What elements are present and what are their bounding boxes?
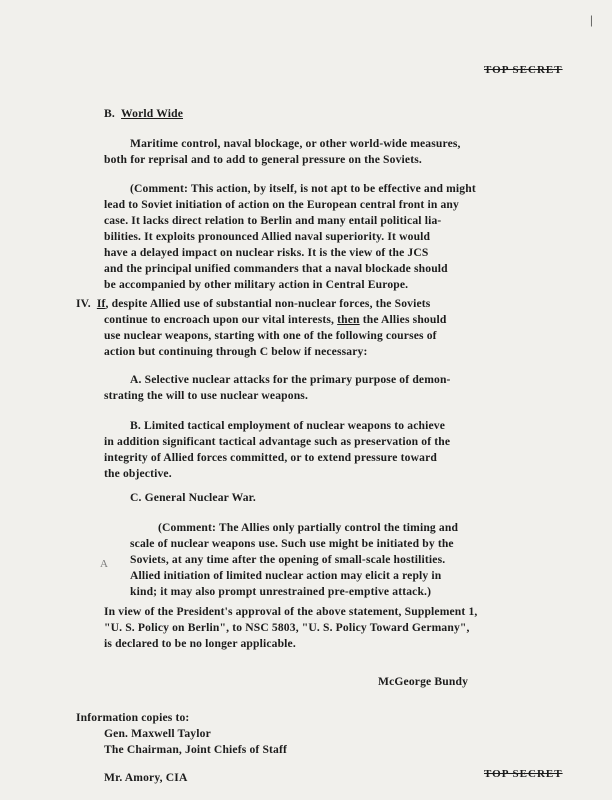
section-b-para-line: both for reprisal and to add to general pressure on the Soviets.	[104, 153, 422, 166]
option-b-line: the objective.	[104, 467, 172, 480]
section-b-comment-line: and the principal unified commanders that a naval blockade should	[104, 262, 448, 275]
section-b-title: World Wide	[121, 107, 184, 120]
section-iv-if: If	[96, 297, 106, 310]
section-b-number: B.	[104, 107, 115, 120]
section-b-para-line: Maritime control, naval blockage, or other world-wide measures,	[130, 137, 461, 150]
section-iv-comment-line: scale of nuclear weapons use. Such use might be initiated by the	[130, 537, 454, 550]
closing-line: In view of the President's approval of the above statement, Supplement 1,	[104, 605, 478, 618]
section-iv-comment-line: (Comment: The Allies only partially control the timing and	[158, 521, 459, 534]
section-iv-comment-line: Allied initiation of limited nuclear action may elicit a reply in	[130, 569, 442, 582]
section-iv-then: then	[337, 313, 360, 326]
section-b-comment-line: bilities. It exploits pronounced Allied naval superiority. It would	[104, 230, 431, 243]
section-iv-comment-line: kind; it may also prompt unrestrained pre-emptive attack.)	[130, 585, 432, 598]
section-iv-line: continue to encroach upon our vital interests, then the Allies should	[104, 313, 447, 326]
section-iv-line: IV. If, despite Allied use of substantial non-nuclear forces, the Soviets	[76, 297, 431, 310]
copies-label: Information copies to:	[76, 711, 190, 724]
copy-recipient: Mr. Amory, CIA	[104, 771, 188, 784]
closing-line: is declared to be no longer applicable.	[104, 637, 296, 650]
option-b-line: integrity of Allied forces committed, or to extend pressure toward	[104, 451, 437, 464]
section-b-comment-line: have a delayed impact on nuclear risks. It is the view of the JCS	[104, 246, 429, 259]
section-b-comment-line: (Comment: This action, by itself, is not apt to be effective and might	[130, 182, 476, 195]
option-a-line: strating the will to use nuclear weapons.	[104, 389, 308, 402]
section-b-comment-line: be accompanied by other military action in Central Europe.	[104, 278, 409, 291]
copy-recipient: Gen. Maxwell Taylor	[104, 727, 211, 740]
option-b-line: in addition significant tactical advantage such as preservation of the	[104, 435, 451, 448]
section-b-heading	[104, 106, 183, 122]
option-b-line: B. Limited tactical employment of nuclear weapons to achieve	[130, 419, 446, 432]
signature: McGeorge Bundy	[378, 675, 469, 688]
section-b-comment-line: case. It lacks direct relation to Berlin and many entail political lia-	[104, 214, 442, 227]
section-iv-line: use nuclear weapons, starting with one of the following courses of	[104, 329, 437, 342]
option-a-line: A. Selective nuclear attacks for the primary purpose of demon-	[130, 373, 451, 386]
section-b-comment-line: lead to Soviet initiation of action on the European central front in any	[104, 198, 459, 211]
classification-stamp-top: TOP SECRET	[484, 64, 563, 76]
classification-stamp-bottom: TOP SECRET	[484, 768, 563, 780]
option-c-line: C. General Nuclear War.	[130, 491, 256, 504]
marginal-mark: A	[100, 558, 108, 570]
section-iv-number: IV.	[76, 297, 91, 310]
section-iv-line: action but continuing through C below if necessary:	[104, 345, 368, 358]
copy-recipient: The Chairman, Joint Chiefs of Staff	[104, 743, 288, 756]
page-mark: |	[590, 12, 593, 27]
section-iv-comment-line: Soviets, at any time after the opening of small-scale hostilities.	[130, 553, 446, 566]
closing-line: "U. S. Policy on Berlin", to NSC 5803, "U. S. Policy Toward Germany",	[104, 621, 470, 634]
